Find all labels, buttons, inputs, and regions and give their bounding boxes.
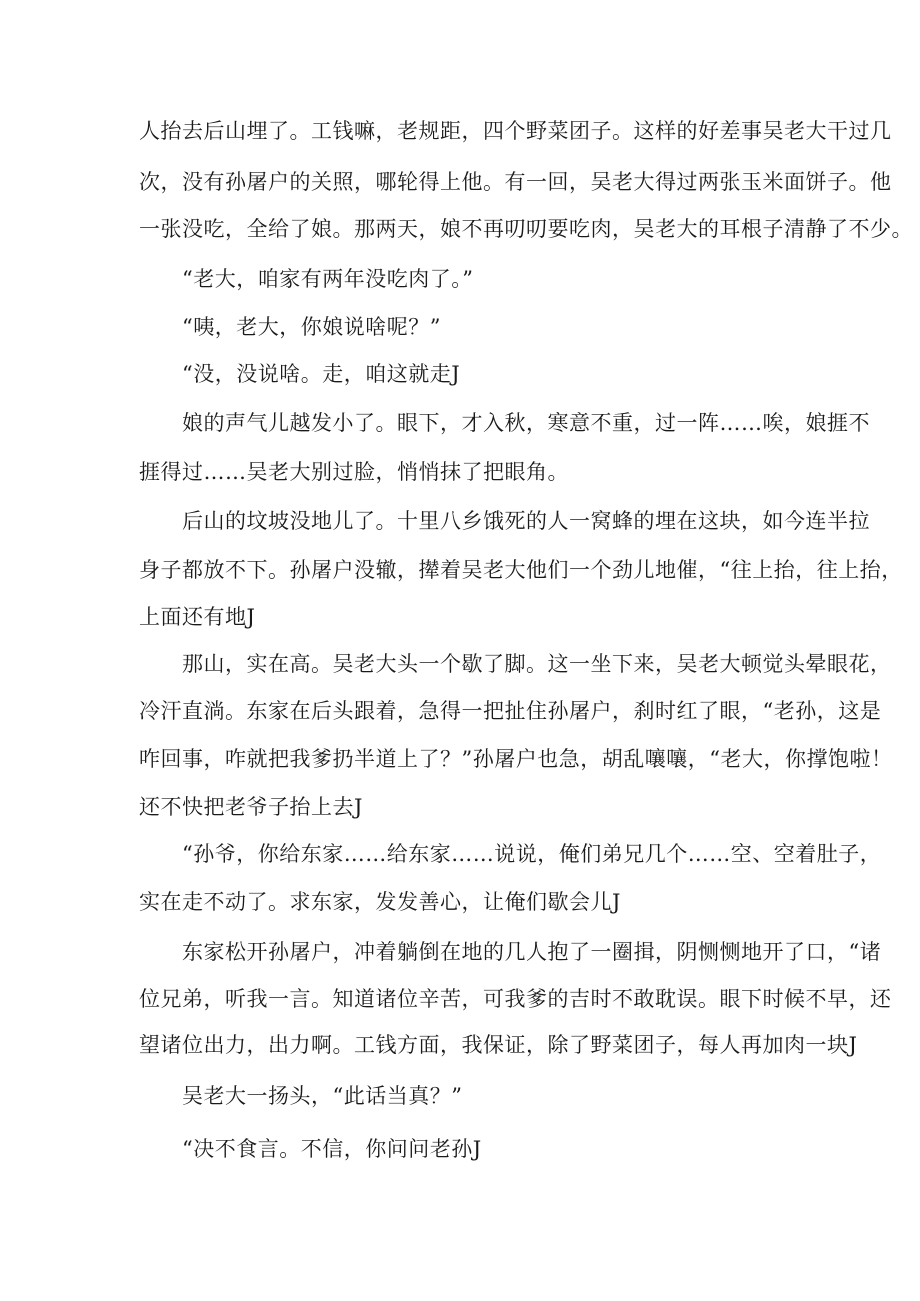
text-line: 一张没吃，全给了娘。那两天，娘不再叨叨要吃肉，吴老大的耳根子清静了不少。 [139,217,913,241]
text-line: 身子都放不下。孙屠户没辙，撵着吴老大他们一个劲儿地催，“往上抬，往上抬， [139,558,903,582]
text-line: 还不快把老爷子抬上去J [139,795,363,819]
text-line: “没，没说啥。走，咱这就走J [182,362,461,386]
text-line: 望诸位出力，出力啊。工钱方面，我保证，除了野菜团子，每人再加肉一块J [139,1033,858,1057]
text-line: 后山的坟坡没地儿了。十里八乡饿死的人一窝蜂的埋在这块，如今连半拉 [182,509,870,533]
text-line: 咋回事，咋就把我爹扔半道上了？”孙屠户也急，胡乱嚷嚷，“老大，你撑饱啦！ [139,747,893,771]
text-line: 那山，实在高。吴老大头一个歇了脚。这一坐下来，吴老大顿觉头晕眼花， [182,652,892,676]
text-line: 人抬去后山埋了。工钱嘛，老规距，四个野菜团子。这样的好差事吴老大干过几 [139,119,892,143]
text-line: “老大，咱家有两年没吃肉了。” [182,267,474,291]
text-line: 冷汗直淌。东家在后头跟着，急得一把扯住孙屠户，刹时红了眼，“老孙，这是 [139,699,882,723]
text-line: 位兄弟，听我一言。知道诸位辛苦，可我爹的吉时不敢耽误。眼下时候不早，还 [139,987,892,1011]
text-line: “咦，老大，你娘说啥呢？” [182,315,441,339]
text-line: 吴老大一扬头，“此话当真？” [182,1084,463,1108]
text-line: 捱得过……吴老大别过脸，悄悄抹了把眼角。 [139,460,569,484]
text-line: 次，没有孙屠户的关照，哪轮得上他。有一回，吴老大得过两张玉米面饼子。他 [139,170,892,194]
text-line: 实在走不动了。求东家，发发善心，让俺们歇会儿J [139,890,621,914]
text-line: “孙爷，你给东家……给东家……说说，俺们弟兄几个……空、空着肚子， [182,842,882,866]
text-line: 东家松开孙屠户，冲着躺倒在地的几人抱了一圈揖，阴恻恻地开了口，“诸 [182,940,882,964]
text-line: 娘的声气儿越发小了。眼下，才入秋，寒意不重，过一阵……唉，娘捱不 [182,411,870,435]
text-line: 上面还有地J [139,605,256,629]
text-line: “决不食言。不信，你问问老孙J [182,1137,482,1161]
